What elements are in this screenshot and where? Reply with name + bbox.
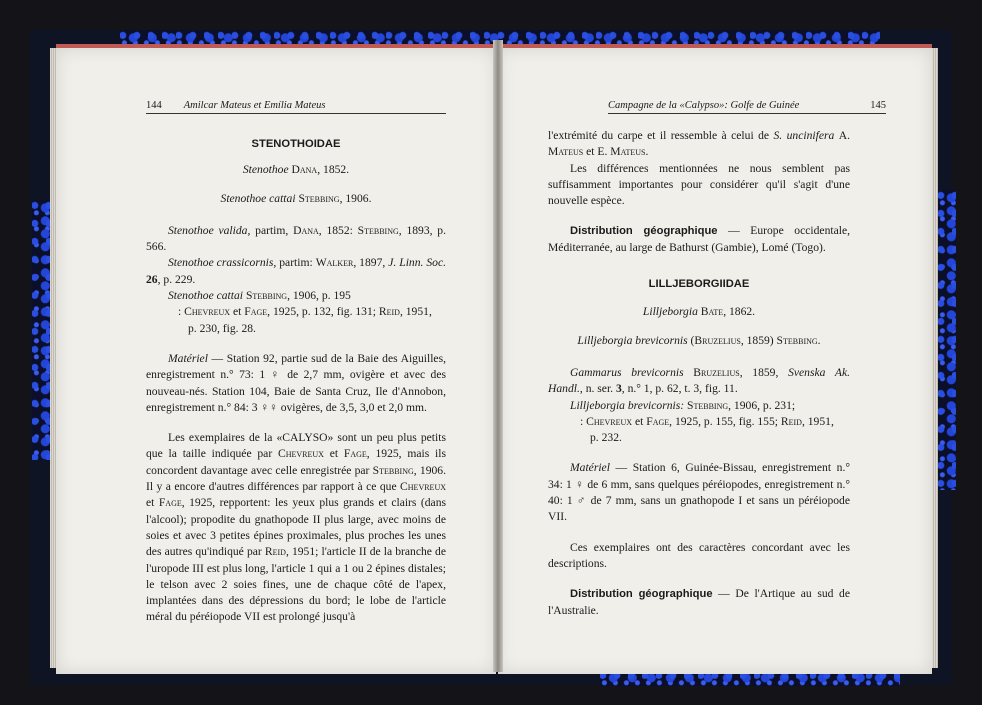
distribution-text: — Europe occidentale, Méditerranée, au large de Bathurst (Gambie), Lomé (Togo).	[548, 224, 850, 254]
genus-year: , 1852.	[317, 163, 350, 177]
syn-text: , 1852:	[318, 223, 358, 237]
para-author: Chevreux	[400, 480, 446, 494]
syn-text: , p. 229.	[157, 272, 196, 286]
marbled-edge-right	[938, 190, 956, 490]
syn-text: , 1859,	[739, 365, 789, 379]
materiel-text: — Station 92, partie sud de la Baie des Aiguilles, enregistrement n.° 73: 1 ♀ de 2,7 mm, ovigère et avec des nouveau-nés. Station 104, Baie de Santa Cruz, Ile d'Annobon, enregistrement n.° 84: 3 ♀♀ ovigères, de 3,5, 3,0 et 2,0 mm.	[146, 351, 446, 414]
para-text: .	[645, 145, 649, 159]
para-author: Stebbing	[372, 463, 414, 477]
syn-text: :	[580, 414, 587, 428]
syn-volume: 26	[146, 272, 158, 286]
book-gutter	[493, 40, 503, 672]
species-line-right	[548, 333, 850, 349]
syn-author: Chevreux	[586, 414, 633, 428]
materiel-paragraph-right	[548, 460, 850, 525]
para-author: Reid	[264, 545, 286, 559]
synonym-1	[146, 223, 446, 256]
para-text: et	[323, 447, 344, 461]
genus-name: Stenothoe	[242, 163, 289, 177]
para-text: et	[583, 145, 598, 159]
differences-paragraph: Les différences mentionnées ne nous semblent pas suffisamment importantes pour considérer qu'il s'agit d'une nouvelle espèce.	[548, 161, 850, 208]
materiel-label: Matériel	[570, 461, 610, 475]
species-name: Stenothoe cattai	[220, 191, 296, 205]
syn-text: , 1897,	[353, 256, 389, 270]
syn-name: Stenothoe valida,	[168, 223, 251, 237]
syn-author: Reid	[780, 414, 802, 428]
para-text: l'extrémité du carpe et il ressemble à celui de	[548, 129, 774, 142]
synonym-r2-cont2: p. 232.	[590, 431, 622, 445]
syn-author: Bruzelius	[683, 365, 740, 379]
discussion-paragraph	[146, 430, 446, 626]
syn-author: Walker	[315, 256, 354, 270]
species-author: Stebbing	[298, 191, 340, 205]
right-page-number: 145	[870, 100, 886, 111]
species-ref: S. uncinifera	[773, 129, 835, 142]
syn-text: , n.° 1, p. 62, t. 3, fig. 11.	[621, 382, 738, 396]
right-running-head	[608, 100, 886, 114]
para-text: , 1906. Il y a encore d'autres différences par rapport à ce que	[146, 463, 446, 494]
distribution-1	[548, 223, 850, 256]
para-author: Chevreux	[277, 447, 324, 461]
synonym-3-cont2: p. 230, fig. 28.	[188, 321, 256, 335]
species-author: (Bruzelius, 1859) Stebbing.	[687, 333, 821, 347]
syn-text: , 1925, p. 132, fig. 131;	[267, 305, 379, 319]
para-author: Fage	[158, 496, 182, 510]
syn-text: , 1906, p. 231;	[728, 398, 796, 412]
genus-line	[146, 162, 446, 178]
syn-text: et	[230, 305, 245, 319]
distribution-label: Distribution géographique	[570, 588, 713, 601]
genus-line-right	[548, 304, 850, 320]
syn-author: Stebbing	[245, 289, 288, 303]
continuation-paragraph	[548, 128, 850, 161]
genus-name: Lilljeborgia	[642, 305, 698, 319]
para-author: E. Mateus	[597, 145, 646, 159]
syn-author: Stebbing	[684, 398, 729, 412]
syn-text: , n. ser.	[579, 382, 616, 396]
syn-name: Lilljeborgia brevicornis:	[570, 398, 685, 412]
syn-author: Fage	[244, 305, 268, 319]
syn-text: , 1925, p. 155, fig. 155;	[669, 414, 781, 428]
para-text: Les exemplaires de la «CALYSO» sont un peu plus petits que la taille indiquée par	[146, 431, 446, 461]
syn-text: et	[632, 414, 647, 428]
synonym-r2-cont	[548, 414, 850, 430]
family-heading-lilljeborgiidae: LILLJEBORGIIDAE	[648, 278, 750, 291]
right-running-title: Campagne de la «Calypso»: Golfe de Guinée	[608, 100, 800, 111]
para-text: , 1951; l'article II de la branche de l'uropode III est plus long, l'article 1 qui a 1 ou 2 épines distales; le telson avec 2 soies fines, une de chaque côté de l'apex, implantées dans des dépressions du bord; le lobe de l'article méral du péréiopode VII est prolongé jusqu'à	[146, 545, 446, 624]
syn-name: Stenothoe cattai	[168, 289, 244, 303]
syn-journal: J. Linn. Soc.	[388, 256, 447, 270]
syn-text: :	[178, 305, 185, 319]
left-running-title: Amilcar Mateus et Emília Mateus	[183, 100, 326, 111]
family-heading-stenothoidae: STENOTHOIDAE	[251, 138, 341, 150]
syn-author: Stebbing	[357, 223, 399, 237]
synonym-3	[146, 288, 446, 304]
para-text: , 1925, repportent: les yeux plus grands et clairs (dans l'alcool); propodite du gnathopode II plus large, avec moins de soies et avec 3 petites épines proximales, plus proches les unes des autres qu'indiqué par	[146, 496, 447, 559]
species-line	[146, 191, 446, 207]
distribution-text: — De l'Artique au sud de l'Australie.	[548, 587, 850, 617]
distribution-2	[548, 586, 850, 619]
right-body	[548, 128, 850, 619]
syn-author: Fage	[646, 414, 670, 428]
syn-text: , 1906, p. 195	[287, 289, 351, 303]
syn-text: , 1951,	[801, 414, 834, 428]
concord-paragraph: Ces exemplaires ont des caractères concordant avec les descriptions.	[548, 540, 850, 570]
left-running-head	[146, 100, 446, 114]
para-author: A. Mateus	[548, 129, 850, 159]
materiel-label: Matériel	[168, 351, 208, 365]
syn-text: , 1893, p. 566.	[146, 223, 446, 254]
syn-name: Stenothoe crassicornis,	[168, 256, 277, 270]
materiel-paragraph	[146, 351, 446, 416]
syn-journal: Svenska Ak. Handl.	[548, 365, 851, 396]
syn-volume: 3	[615, 382, 622, 396]
para-author: Fage	[343, 447, 367, 461]
synonym-3-cont	[146, 304, 446, 320]
syn-name: Gammarus brevicornis	[570, 365, 684, 379]
syn-author: Dana	[293, 223, 319, 237]
genus-author: Bate	[700, 305, 724, 319]
syn-author: Reid	[378, 305, 400, 319]
para-text: et	[146, 496, 159, 510]
syn-author: Chevreux	[184, 305, 231, 319]
para-text: , 1925, mais ils concordent davantage avec celle enregistrée par	[146, 447, 447, 477]
distribution-label: Distribution géographique	[570, 225, 718, 238]
synonym-r1	[548, 365, 850, 398]
species-year: , 1906.	[339, 191, 372, 205]
synonym-2	[146, 255, 446, 288]
synonym-r2	[548, 398, 850, 414]
materiel-text: — Station 6, Guinée-Bissau, enregistrement n.° 34: 1 ♀ de 6 mm, sans quelques péréiopodes, enregistrement n.° 40: 1 ♂ de 7 mm, sans un gnathopode I et sans un péréiopode VII.	[548, 461, 850, 524]
species-name: Lilljeborgia brevicornis	[577, 333, 688, 347]
genus-author: Dana	[291, 163, 318, 177]
syn-text: , 1951,	[399, 305, 432, 319]
left-body	[146, 136, 446, 626]
syn-text: partim:	[276, 256, 316, 270]
genus-year: , 1862.	[723, 305, 756, 319]
left-page-number: 144	[146, 100, 162, 111]
syn-text: partim,	[250, 223, 294, 237]
